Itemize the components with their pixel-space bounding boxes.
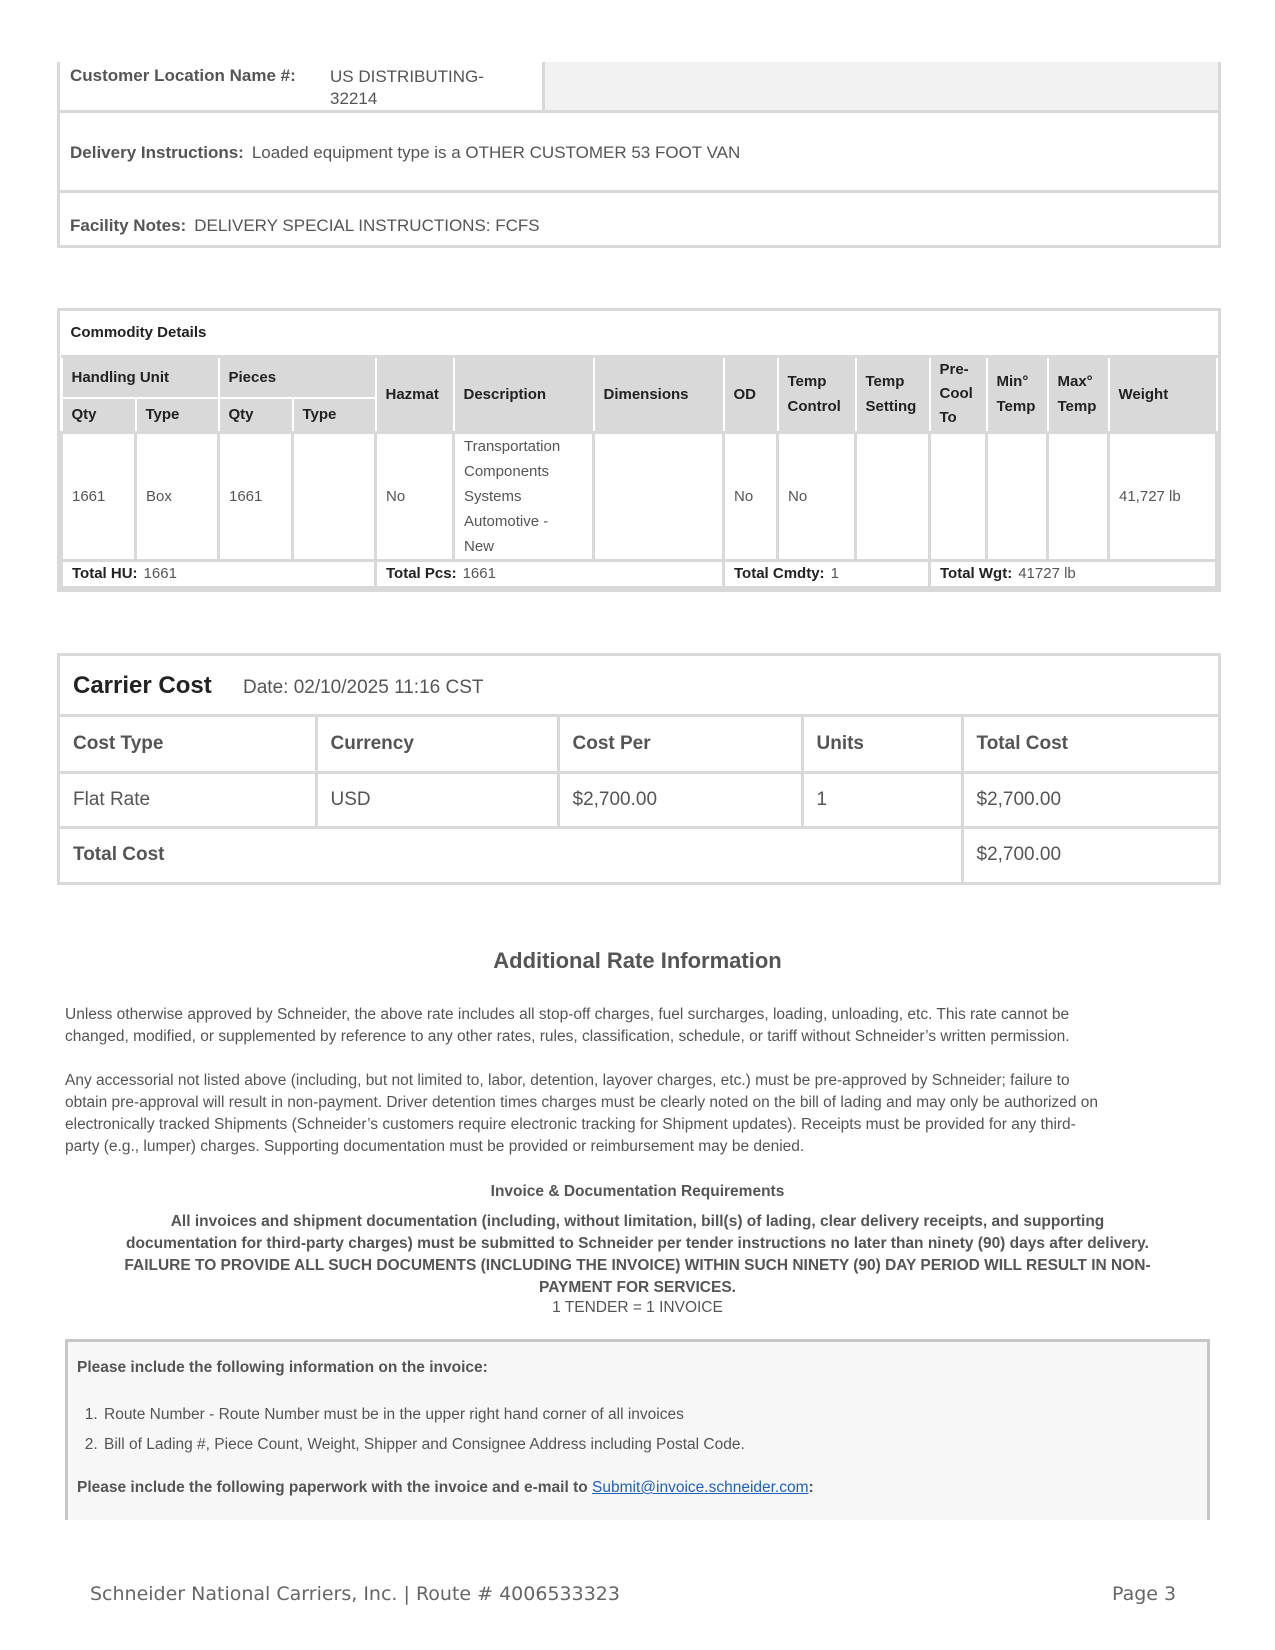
total-cost-value: $2,700.00 — [962, 827, 1218, 882]
header-max-temp-l1: Max° — [1057, 373, 1093, 390]
invoice-info-heading: Please include the following information on the invoice: — [77, 1359, 488, 1376]
tender-invoice-note: 1 TENDER = 1 INVOICE — [552, 1299, 723, 1316]
header-temp-setting-l1: Temp — [865, 373, 905, 390]
customer-location-value-line1: US DISTRIBUTING- — [330, 67, 484, 86]
max-temp-cell — [1048, 432, 1109, 560]
commodity-details-table — [57, 308, 1221, 592]
facility-notes — [70, 216, 540, 236]
description-line4: Automotive - — [464, 512, 549, 530]
location-box — [57, 62, 1221, 248]
footer-company-route: Schneider National Carriers, Inc. | Route # 4006533323 — [90, 1583, 620, 1605]
header-temp-setting — [856, 356, 930, 432]
header-handling-unit: Handling Unit — [62, 356, 219, 398]
header-min-temp-l1: Min° — [996, 373, 1029, 390]
rate-paragraph-2-line2: obtain pre-approval will result in non-payment. Driver detention times charges must be clearly noted on the bill of lading and may only be authorized on — [65, 1094, 1099, 1111]
header-hazmat: Hazmat — [376, 356, 454, 432]
header-od: OD — [724, 356, 778, 432]
header-hu-qty: Qty — [62, 398, 136, 432]
commodity-details-title: Commodity Details — [62, 311, 1217, 356]
total-hu-value: 1661 — [143, 565, 177, 582]
carrier-cost-title: Carrier Cost — [73, 672, 212, 699]
customer-location-value — [330, 66, 520, 110]
description-line1: Transportation — [464, 437, 561, 455]
facility-notes-row — [60, 193, 1218, 245]
customer-location-value-line2: 32214 — [330, 89, 378, 108]
facility-notes-label: Facility Notes: — [70, 216, 187, 235]
rate-paragraph-1 — [65, 1004, 1215, 1048]
header-dimensions: Dimensions — [594, 356, 724, 432]
invoice-info-list — [102, 1406, 745, 1466]
temp-control-cell: No — [778, 432, 856, 560]
rate-paragraph-2 — [65, 1070, 1215, 1158]
hu-type-cell: Box — [136, 432, 219, 560]
paperwork-instructions-end: : — [808, 1479, 814, 1496]
footer-page-number: Page 3 — [1112, 1583, 1177, 1605]
commodity-row — [62, 432, 1217, 560]
additional-rate-heading: Additional Rate Information — [493, 948, 782, 973]
header-precool-l1: Pre- — [939, 361, 969, 378]
currency-cell: USD — [316, 772, 558, 827]
header-units: Units — [802, 717, 962, 772]
total-hu-label: Total HU: — [72, 565, 138, 582]
header-pieces: Pieces — [219, 356, 376, 398]
header-precool-l3: To — [939, 409, 957, 426]
invoice-info-box — [65, 1339, 1210, 1520]
header-description: Description — [454, 356, 594, 432]
header-max-temp — [1048, 356, 1109, 432]
invoice-requirements-line2: documentation for third-party charges) must be submitted to Schneider per tender instructions no later than ninety (90) days after delivery. — [126, 1235, 1149, 1252]
header-temp-setting-l2: Setting — [865, 398, 917, 415]
total-wgt-value: 41727 lb — [1018, 565, 1076, 582]
header-currency: Currency — [316, 717, 558, 772]
header-precool — [930, 356, 987, 432]
invoice-requirements-line4: PAYMENT FOR SERVICES. — [539, 1279, 736, 1296]
header-precool-l2: Cool — [939, 385, 973, 402]
customer-location-cell — [60, 62, 545, 110]
invoice-requirements-line3: FAILURE TO PROVIDE ALL SUCH DOCUMENTS (INCLUDING THE INVOICE) WITHIN SUCH NINETY (90) DAY PERIOD WILL RESULT IN NON- — [124, 1257, 1151, 1274]
rate-paragraph-1-line1: Unless otherwise approved by Schneider, the above rate includes all stop-off charges, fuel surcharges, loading, unloading, etc. This rate cannot be — [65, 1006, 1070, 1023]
header-cost-type: Cost Type — [60, 717, 316, 772]
min-temp-cell — [987, 432, 1048, 560]
header-min-temp-l2: Temp — [996, 398, 1036, 415]
header-temp-control-l2: Control — [787, 398, 841, 415]
invoice-requirements-text — [60, 1211, 1215, 1299]
list-item: 1. Route Number - Route Number must be in the upper right hand corner of all invoices — [102, 1406, 745, 1436]
total-cost-cell: $2,700.00 — [962, 772, 1218, 827]
header-pcs-qty: Qty — [219, 398, 293, 432]
header-temp-control-l1: Temp — [787, 373, 827, 390]
carrier-cost-table — [57, 653, 1221, 885]
delivery-instructions-label: Delivery Instructions: — [70, 143, 244, 162]
total-cost-label: Total Cost — [60, 827, 962, 882]
invoice-requirements-heading: Invoice & Documentation Requirements — [490, 1183, 785, 1200]
od-cell: No — [724, 432, 778, 560]
header-min-temp — [987, 356, 1048, 432]
units-cell: 1 — [802, 772, 962, 827]
rate-paragraph-2-line3: electronically tracked Shipments (Schneider’s customers require electronic tracking for Shipment updates). Receipts must be provided for any third- — [65, 1116, 1076, 1133]
carrier-cost-date: Date: 02/10/2025 11:16 CST — [243, 677, 484, 698]
hazmat-cell: No — [376, 432, 454, 560]
customer-location-label: Customer Location Name #: — [70, 66, 296, 85]
pcs-type-cell — [293, 432, 376, 560]
hu-qty-cell: 1661 — [62, 432, 136, 560]
invoice-requirements-line1: All invoices and shipment documentation (including, without limitation, bill(s) of lading, clear delivery receipts, and supporting — [170, 1213, 1105, 1230]
cost-per-cell: $2,700.00 — [558, 772, 802, 827]
paperwork-instructions — [77, 1479, 814, 1497]
paperwork-instructions-text: Please include the following paperwork with the invoice and e-mail to — [77, 1479, 588, 1496]
total-wgt — [930, 560, 1217, 587]
delivery-instructions-row — [60, 113, 1218, 193]
rate-paragraph-2-line4: party (e.g., lumper) charges. Supporting documentation must be provided or reimbursement may be denied. — [65, 1138, 805, 1155]
customer-location-row — [60, 62, 1218, 113]
header-weight: Weight — [1109, 356, 1217, 432]
pcs-qty-cell: 1661 — [219, 432, 293, 560]
dimensions-cell — [594, 432, 724, 560]
description-cell — [454, 432, 594, 560]
total-pcs — [376, 560, 724, 587]
description-line5: New — [464, 537, 495, 555]
rate-paragraph-1-line2: changed, modified, or supplemented by reference to any other rates, rules, classification, schedule, or tariff without Schneider’s written permission. — [65, 1028, 1070, 1045]
total-cmdty-value: 1 — [830, 565, 839, 582]
delivery-instructions-value: Loaded equipment type is a OTHER CUSTOMER 53 FOOT VAN — [251, 143, 741, 162]
header-cost-per: Cost Per — [558, 717, 802, 772]
total-cmdty — [724, 560, 930, 587]
total-cmdty-label: Total Cmdty: — [734, 565, 825, 582]
carrier-cost-row — [60, 772, 1218, 827]
temp-setting-cell — [856, 432, 930, 560]
cost-type-cell: Flat Rate — [60, 772, 316, 827]
submit-email-link[interactable]: Submit@invoice.schneider.com — [592, 1479, 809, 1496]
header-max-temp-l2: Temp — [1057, 398, 1097, 415]
carrier-cost-total-row — [60, 827, 1218, 882]
list-item: 2. Bill of Lading #, Piece Count, Weight, Shipper and Consignee Address including Postal Code. — [102, 1436, 745, 1466]
facility-notes-value: DELIVERY SPECIAL INSTRUCTIONS: FCFS — [194, 216, 540, 235]
total-pcs-label: Total Pcs: — [386, 565, 457, 582]
weight-cell: 41,727 lb — [1109, 432, 1217, 560]
precool-cell — [930, 432, 987, 560]
total-wgt-label: Total Wgt: — [940, 565, 1013, 582]
header-temp-control — [778, 356, 856, 432]
header-hu-type: Type — [136, 398, 219, 432]
total-hu — [62, 560, 376, 587]
commodity-totals-row — [62, 560, 1217, 587]
rate-paragraph-2-line1: Any accessorial not listed above (including, but not limited to, labor, detention, layover charges, etc.) must be pre-approved by Schneider; failure to — [65, 1072, 1070, 1089]
description-line3: Systems — [464, 487, 522, 505]
carrier-cost-header — [60, 656, 1218, 717]
empty-cell — [545, 62, 1218, 110]
total-pcs-value: 1661 — [462, 565, 496, 582]
delivery-instructions — [70, 143, 740, 163]
header-pcs-type: Type — [293, 398, 376, 432]
carrier-cost-header-row — [60, 717, 1218, 772]
header-total-cost: Total Cost — [962, 717, 1218, 772]
description-line2: Components — [464, 462, 550, 480]
